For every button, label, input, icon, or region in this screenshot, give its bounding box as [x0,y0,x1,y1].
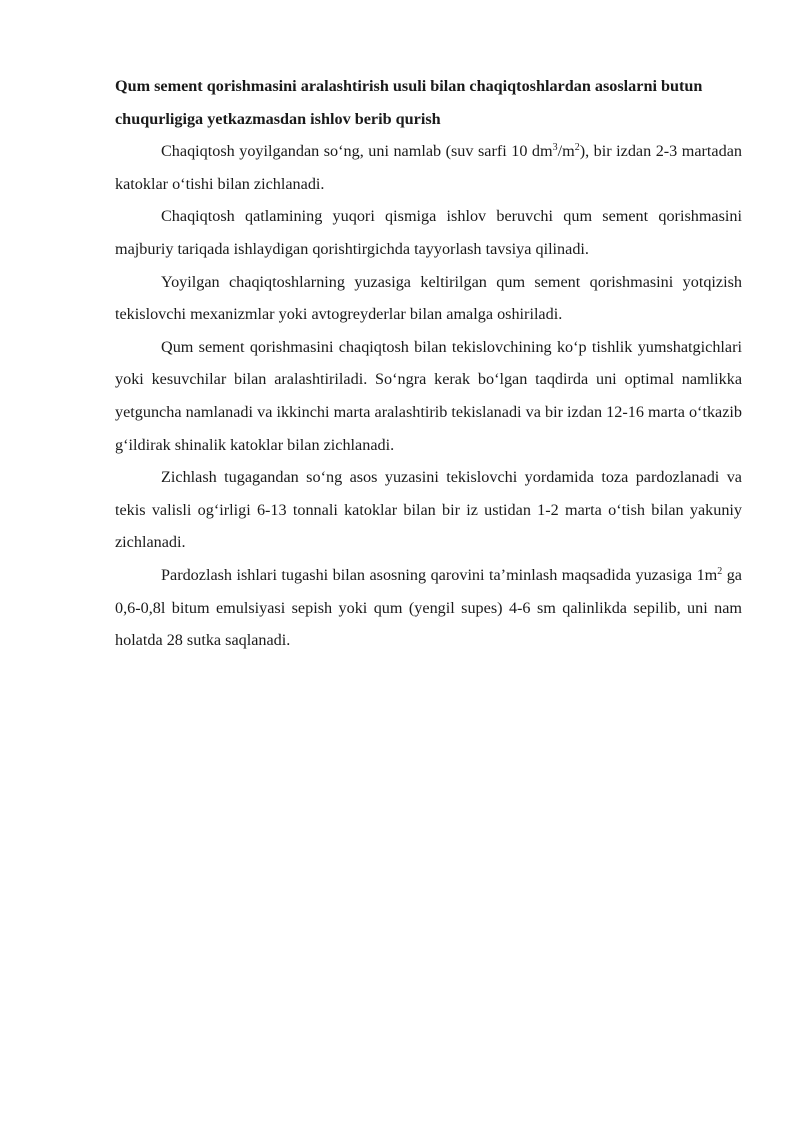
paragraph-laying: Yoyilgan chaqiqtoshlarning yuzasiga keltirilgan qum sement qorishmasini yotqizish tekislovchi mexanizmlar yoki avtogreyderlar bilan amalga oshiriladi. [115,272,742,324]
superscript: 2 [574,142,580,154]
paragraph-text: Chaqiqtosh yoyilgandan so‘ng, uni namlab (suv sarfi 10 dm [161,142,553,161]
section-heading: Qum sement qorishmasini aralashtirish usuli bilan chaqiqtoshlardan asoslarni butun chuqurligiga yetkazmasdan ishlov berib qurish [115,77,703,128]
paragraph-final-compaction: Zichlash tugagandan so‘ng asos yuzasini tekislovchi yordamida toza pardozlanadi va tekis valisli og‘irligi 6-13 tonnali katoklar bilan bir iz ustidan 1-2 marta o‘tish bilan yakuniy zichlanadi. [115,468,742,552]
paragraph-curing [115,559,742,657]
paragraph-mixing: Qum sement qorishmasini chaqiqtosh bilan tekislovchining ko‘p tishlik yumshatgichlari yoki kesuvchilar bilan aralashtiriladi. So‘ngra kerak bo‘lgan taqdirda uni optimal namlikka yetguncha namlanadi va ikkinchi marta aralashtirib tekislanadi va bir izdan 12-16 marta o‘tkazib g‘ildirak shinalik katoklar bilan zichlanadi. [115,337,742,454]
paragraph-spreading-compaction [115,135,742,200]
paragraph-text: /m [557,142,575,161]
superscript: 2 [717,565,723,577]
paragraph-text: ), bir izdan 2-3 martadan katoklar o‘tishi bilan zichlanadi. [115,142,742,193]
paragraph-text: Pardozlash ishlari tugashi bilan asosning qarovini ta’minlash maqsadida yuzasiga 1m [161,565,718,584]
paragraph-text: ga 0,6-0,8l bitum emulsiyasi sepish yoki qum (yengil supes) 4-6 sm qalinlikda sepilib, uni nam holatda 28 sutka saqlanadi. [115,565,742,650]
paragraph-mixer-recommendation: Chaqiqtosh qatlamining yuqori qismiga ishlov beruvchi qum sement qorishmasini majburiy tariqada ishlaydigan qorishtirgichda tayyorlash tavsiya qilinadi. [115,207,742,258]
document-page [115,70,742,657]
superscript: 3 [552,142,558,154]
